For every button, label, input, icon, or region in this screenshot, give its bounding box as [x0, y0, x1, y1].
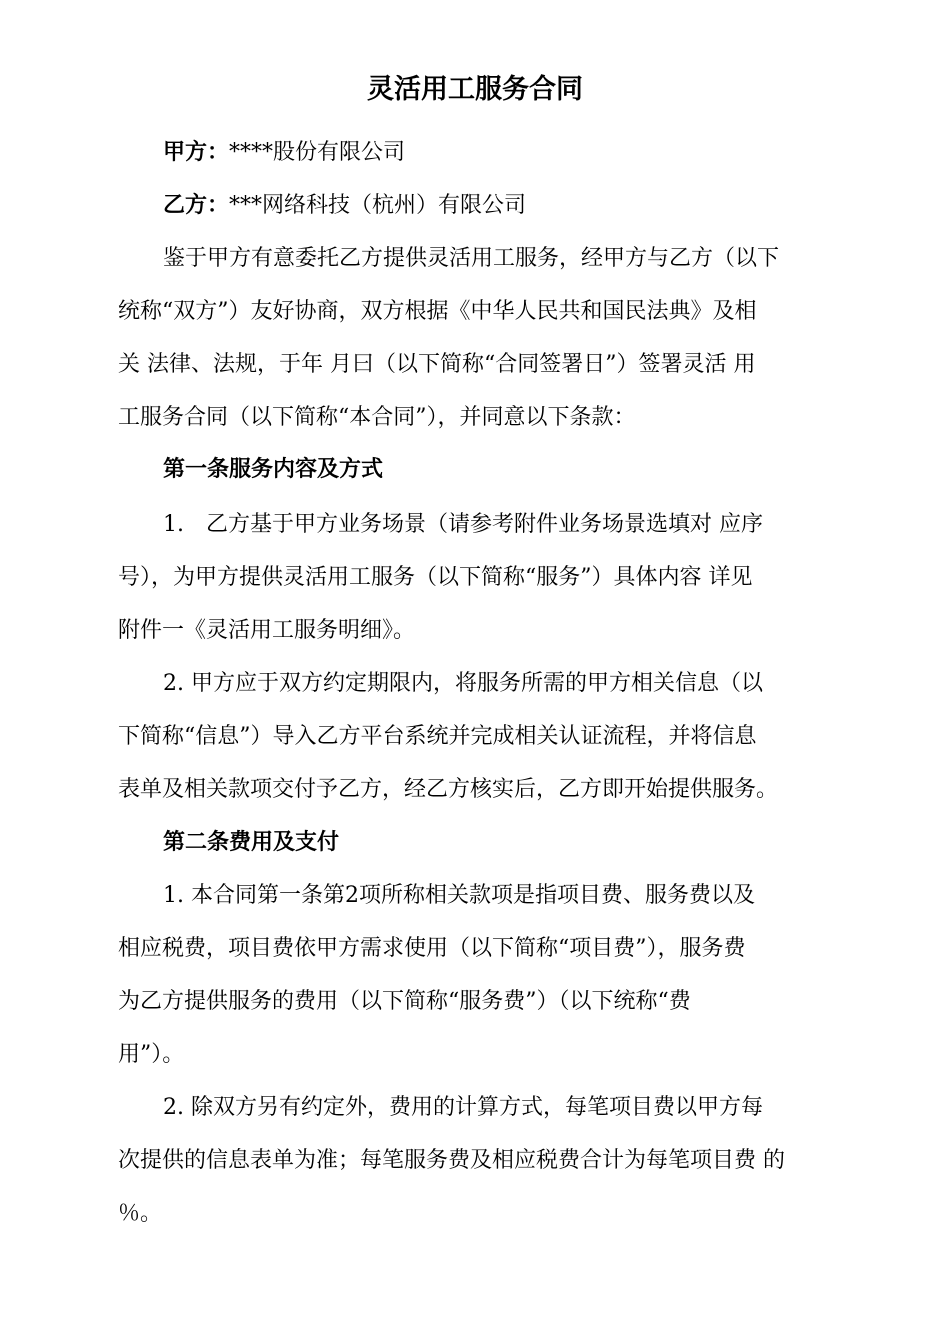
party-b-label: 乙方：: [163, 193, 230, 218]
article-1-heading: 第一条服务内容及方式: [163, 457, 384, 482]
party-a-line: [163, 138, 405, 168]
article-1-clause-1-line-2: 号），为甲方提供灵活用工服务（以下简称“服务”）具体内容 详见: [118, 565, 753, 590]
preamble-line-2: 统称“双方”）友好协商，双方根据《中华人民共和国民法典》及相: [118, 299, 757, 324]
article-1-clause-2-line-2: 下简称“信息”）导入乙方平台系统并完成相关认证流程，并将信息: [118, 724, 757, 749]
article-1-clause-2-line-3: 表单及相关款项交付予乙方，经乙方核实后，乙方即开始提供服务。: [118, 777, 779, 802]
article-1-clause-2-line-1: 2. 甲方应于双方约定期限内，将服务所需的甲方相关信息（以: [163, 671, 763, 696]
article-2-clause-2-line-1: 2. 除双方另有约定外，费用的计算方式，每笔项目费以甲方每: [163, 1095, 763, 1120]
article-2-clause-1-line-3: 为乙方提供服务的费用（以下简称“服务费”）（以下统称“费: [118, 989, 691, 1014]
party-a-value: ****股份有限公司: [229, 140, 406, 165]
article-2-clause-2-line-2: 次提供的信息表单为准；每笔服务费及相应税费合计为每笔项目费 的: [118, 1148, 785, 1173]
article-2-clause-1-line-4: 用”）。: [118, 1042, 185, 1067]
document-title: 灵活用工服务合同: [367, 74, 583, 105]
article-1-clause-1-line-1: 1. 乙方基于甲方业务场景（请参考附件业务场景选填对 应序: [163, 512, 763, 537]
article-2-clause-1-line-2: 相应税费，项目费依甲方需求使用（以下简称“项目费”），服务费: [118, 936, 746, 961]
party-a-label: 甲方：: [163, 140, 230, 165]
preamble-line-1: 鉴于甲方有意委托乙方提供灵活用工服务，经甲方与乙方（以下: [163, 246, 780, 271]
preamble-line-4: 工服务合同（以下简称“本合同”），并同意以下条款：: [118, 405, 636, 430]
article-2-clause-2-line-3: ％。: [118, 1201, 163, 1226]
preamble-line-3: 关 法律、法规，于年 月曰（以下简称“合同签署日”）签署灵活 用: [118, 352, 756, 377]
party-b-line: [163, 191, 526, 221]
article-2-clause-1-line-1: 1. 本合同第一条第2项所称相关款项是指项目费、服务费以及: [163, 883, 755, 908]
article-2-heading: 第二条费用及支付: [163, 830, 340, 855]
party-b-value: ***网络科技（杭州）有限公司: [229, 193, 527, 218]
article-1-clause-1-line-3: 附件一《灵活用工服务明细》。: [118, 618, 416, 643]
